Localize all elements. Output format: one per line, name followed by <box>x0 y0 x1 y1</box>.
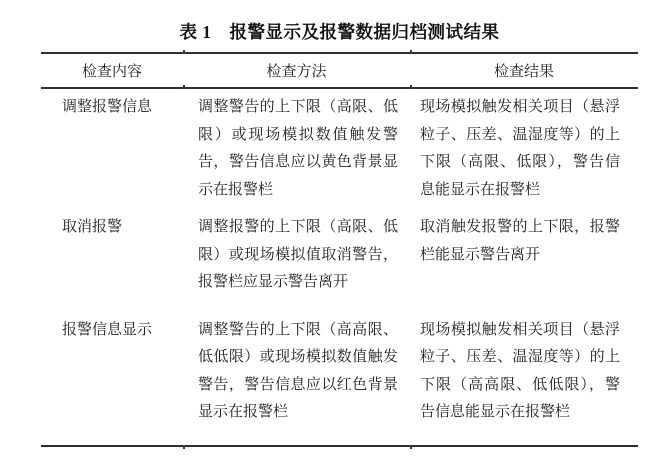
column-divider-tick <box>410 85 412 89</box>
column-header-check-method: 检查方法 <box>183 53 410 88</box>
column-divider-tick <box>183 50 185 54</box>
table-row <box>41 207 638 305</box>
cell-check-method: 调整警告的上下限（高限、低限）或现场模拟数值触发警告，警告信息应以黄色背景显示在报警栏 <box>198 99 398 198</box>
test-results-table <box>41 52 638 447</box>
cell-check-method: 调整报警的上下限（高限、低限）或现场模拟值取消警告，报警栏应显示警告离开 <box>198 219 398 290</box>
table-row <box>41 305 638 446</box>
column-divider-tick <box>183 85 185 89</box>
cell-check-result: 取消触发报警的上下限，报警栏能显示警告离开 <box>420 219 620 263</box>
cell-check-method: 调整警告的上下限（高高限、低低限）或现场模拟数值触发警告，警告信息应以红色背景显示在报警栏 <box>198 321 398 420</box>
cell-check-content: 报警信息显示 <box>62 321 153 338</box>
table-caption: 表 1 报警显示及报警数据归档测试结果 <box>179 22 500 42</box>
cell-check-result: 现场模拟触发相关项目（悬浮粒子、压差、温湿度等）的上下限（高高限、低低限），警告信息能显示在报警栏 <box>420 321 620 420</box>
column-divider-tick <box>183 445 185 449</box>
column-header-check-content: 检查内容 <box>41 53 183 88</box>
column-divider-tick <box>410 445 412 449</box>
table-row <box>41 88 638 207</box>
header-row <box>41 53 638 88</box>
column-header-check-result: 检查结果 <box>410 53 638 88</box>
column-divider-tick <box>410 50 412 54</box>
cell-check-result: 现场模拟触发相关项目（悬浮粒子、压差、温湿度等）的上下限（高限、低限），警告信息能显示在报警栏 <box>420 99 620 198</box>
cell-check-content: 取消报警 <box>62 219 123 235</box>
cell-check-content: 调整报警信息 <box>62 99 153 115</box>
